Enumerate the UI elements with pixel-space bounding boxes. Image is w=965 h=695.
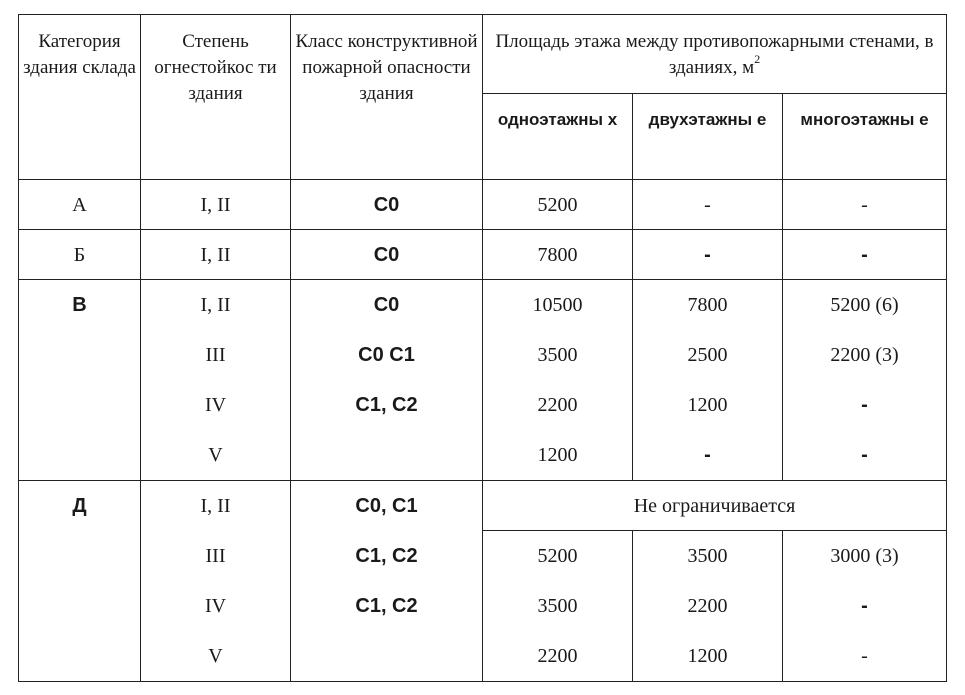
- cell-class: С0, С1: [355, 495, 418, 517]
- cell-multi: -: [861, 645, 868, 667]
- cell-no-limit: [483, 481, 947, 531]
- cell-multi: -: [861, 394, 868, 416]
- cell-class: С1, С2: [355, 394, 418, 416]
- cell-multi: -: [861, 595, 868, 617]
- table-row: [19, 180, 947, 230]
- cell-two: -: [704, 444, 711, 466]
- cell-two: 2500: [687, 344, 728, 366]
- cell-category: Б: [19, 230, 141, 280]
- cell-single-stack: [483, 531, 633, 682]
- cell-two: 3500: [687, 545, 728, 567]
- cell-category: [19, 280, 141, 481]
- cell-degree: IV: [204, 595, 227, 617]
- cell-class: С1, С2: [355, 545, 418, 567]
- header-two-storey: двухэтажны е: [633, 94, 783, 180]
- cell-multi-stack: [783, 280, 947, 481]
- cell-single: 2200: [537, 394, 578, 416]
- cell-multi: -: [783, 230, 947, 280]
- cell-single-stack: [483, 280, 633, 481]
- cell-class-stack: [291, 481, 483, 682]
- table-row: [19, 481, 947, 531]
- cell-multi: 5200 (6): [830, 294, 899, 316]
- cell-two: 1200: [687, 645, 728, 667]
- cell-two: -: [633, 230, 783, 280]
- cell-multi: -: [783, 180, 947, 230]
- cell-degree-stack: [141, 481, 291, 682]
- cell-multi: 2200 (3): [830, 344, 899, 366]
- cell-class: [291, 631, 482, 681]
- no-limit-text: Не ограничивается: [633, 494, 796, 517]
- cell-two: 1200: [687, 394, 728, 416]
- cell-category: [19, 481, 141, 682]
- cell-multi-stack: [783, 531, 947, 682]
- cell-class-stack: [291, 280, 483, 481]
- cell-multi: -: [861, 444, 868, 466]
- cell-class: С0 С1: [358, 344, 415, 366]
- cell-degree: I, II: [200, 294, 231, 316]
- header-floor-area-sup: 2: [754, 52, 761, 66]
- cell-two-stack: [633, 531, 783, 682]
- warehouse-fire-area-table: [18, 14, 947, 682]
- header-floor-area: [483, 15, 947, 94]
- cell-degree: V: [208, 645, 223, 667]
- warehouse-fire-area-table-sheet: [18, 14, 946, 682]
- cell-category-text: В: [72, 294, 87, 316]
- cell-class: С0: [291, 230, 483, 280]
- header-multi-storey: многоэтажны е: [783, 94, 947, 180]
- cell-single: 1200: [537, 444, 578, 466]
- cell-multi: 3000 (3): [830, 545, 899, 567]
- cell-class: [291, 430, 482, 480]
- header-category: Категория здания склада: [19, 15, 141, 180]
- cell-degree: III: [205, 545, 226, 567]
- cell-degree: IV: [204, 394, 227, 416]
- cell-category-text: Д: [72, 495, 87, 517]
- header-floor-area-text: Площадь этажа между противопожарными стенами, в зданиях, м: [495, 31, 934, 78]
- cell-two: 7800: [687, 294, 728, 316]
- cell-degree: III: [205, 344, 226, 366]
- cell-degree: I, II: [141, 230, 291, 280]
- cell-single: 5200: [483, 180, 633, 230]
- cell-single: 10500: [532, 294, 583, 316]
- cell-degree: I, II: [141, 180, 291, 230]
- table-row: [19, 230, 947, 280]
- cell-single: 7800: [483, 230, 633, 280]
- header-fire-resistance: Степень огнестойкос ти здания: [141, 15, 291, 180]
- cell-single: 3500: [537, 595, 578, 617]
- cell-two: 2200: [687, 595, 728, 617]
- cell-class: С0: [291, 180, 483, 230]
- cell-category: А: [19, 180, 141, 230]
- cell-degree: V: [208, 444, 223, 466]
- header-single-storey: одноэтажны х: [483, 94, 633, 180]
- cell-two: -: [633, 180, 783, 230]
- cell-single: 5200: [537, 545, 578, 567]
- cell-class: С1, С2: [355, 595, 418, 617]
- cell-two-stack: [633, 280, 783, 481]
- cell-class: С0: [373, 294, 400, 316]
- table-row: [19, 280, 947, 481]
- cell-single: 2200: [537, 645, 578, 667]
- header-structural-class: Класс конструктивной пожарной опасности здания: [291, 15, 483, 180]
- cell-single: 3500: [537, 344, 578, 366]
- cell-degree-stack: [141, 280, 291, 481]
- cell-degree: I, II: [200, 495, 231, 517]
